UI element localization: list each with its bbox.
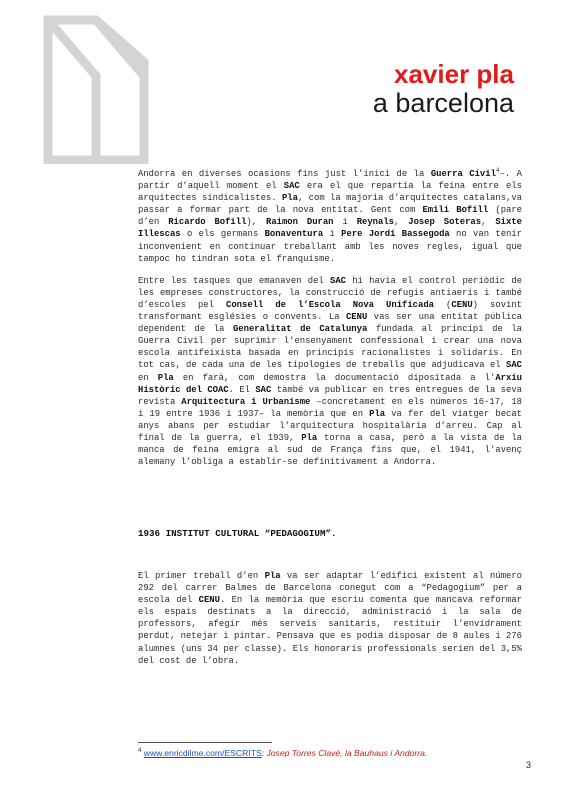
bold-term: CENU xyxy=(451,299,473,310)
text-run: en farà, com demostra la documentació dipositada a l’ xyxy=(173,372,496,383)
bold-term: Emili Bofill xyxy=(422,205,489,216)
text-run: . En la memòria que escriu comenta que mancava reformar els espais destinats a la direcció, administració i la sala de professors, afegir més serveis sanitaris, restituir l’envidrament perdut, netejar i pintar. Pensava que es podia disposar de 8 aules i 276 alumnes (uns 34 per classe). Els honoraris professionals serien del 3,5% del cost de l’obra. xyxy=(138,595,522,666)
bold-term: Raimon Duran xyxy=(266,217,334,228)
text-run: va ser adaptar l’edifici existent al número 292 del carrer Balmes de Barcelona conegut com a “Pedagogium” per a escola del xyxy=(138,571,522,606)
body-text-2 xyxy=(138,570,522,677)
footnote-separator: : xyxy=(261,748,265,758)
text-run: , xyxy=(393,217,409,228)
bold-term: Arxiu Històric del COAC xyxy=(138,372,522,395)
bold-term: CENU xyxy=(198,595,220,606)
body-text xyxy=(138,168,522,478)
text-run: o els germans xyxy=(180,229,265,240)
bold-term: Pla xyxy=(264,571,281,581)
bold-term: SAC xyxy=(283,181,300,192)
footnote-text: Josep Torres Clavé, la Bauhaus i Andorra. xyxy=(266,748,428,758)
text-run: . El xyxy=(228,384,256,395)
bold-term: Arquitectura i Urbanisme xyxy=(181,396,311,407)
text-run: –. A partir d’aquell moment el xyxy=(138,169,522,192)
bold-term: Pla xyxy=(301,432,318,443)
bold-term: Sixte Illescas xyxy=(138,217,522,240)
bold-term: Reynals xyxy=(356,217,394,228)
paragraph-3 xyxy=(138,570,522,667)
bold-term: Guerra Civil xyxy=(430,169,496,179)
text-run: (pare d’en xyxy=(138,205,522,228)
bold-term: Pere Jordi Bassegoda xyxy=(341,229,450,240)
bold-term: CENU xyxy=(345,312,368,323)
text-run: Andorra en diverses ocasions fins just l’inici de la xyxy=(138,169,431,179)
text-run: era el que repartia la feina entre els arquitectes sindicalistes. xyxy=(138,181,522,204)
text-run: no van tenir inconvenient en continuar treballant amb les noves regles, igual que tampoc ho tindran sota el franquisme. xyxy=(138,229,522,264)
text-run: Entre les tasques que emanaven del xyxy=(138,275,330,286)
text-run: , xyxy=(481,217,496,228)
bold-term: Generalitat de Catalunya xyxy=(232,324,368,335)
text-run: El primer treball d’en xyxy=(138,571,265,581)
text-run: –concretament en els números 16-17, 18 i 19 entre 1936 i 1937– la memòria que en xyxy=(138,396,522,419)
text-run: fundada al principi de la Guerra Civil per suprimir l’ensenyament confessional i crear una nova escola antifeixista basada en principis racionalistes i solidaris. En tot cas, de cada una de les tipologies de treballs que adjudicava el xyxy=(138,324,523,371)
footnote xyxy=(138,748,427,758)
brand-name: xavier pla xyxy=(394,59,514,89)
bold-term: Pla xyxy=(369,408,386,419)
bold-term: Bonaventura xyxy=(264,229,324,240)
text-run: torna a casa, però a la vista de la manca de feina emigra al sud de França fins que, el 1941, l’avenç alemany l’obliga a establir-se definitivament a Andorra. xyxy=(138,432,522,468)
text-run: ), xyxy=(246,217,266,228)
text-run: en xyxy=(138,372,158,383)
paragraph-2 xyxy=(138,275,522,469)
bold-term: Pla xyxy=(281,193,298,204)
brand-block xyxy=(373,60,514,118)
bold-term: Pla xyxy=(157,372,174,383)
text-run: hi havia el control periòdic de les empreses constructores, la construcció de refugis antiaeris i també d’escoles pel xyxy=(138,275,522,310)
text-run: ) sovint transformant esglésies o convents. La xyxy=(138,299,522,323)
text-run: i xyxy=(333,217,357,228)
page-number: 3 xyxy=(526,760,532,770)
text-run: i xyxy=(323,229,342,240)
text-run: va fer del viatger becat anys abans per estudiar l’arquitectura hospitalària d’arreu. Cap al final de la guerra, el 1939, xyxy=(138,408,522,443)
text-run: , com la majoria d’arquitectes catalans,va passar a formar part de la nova entitat. Gent com xyxy=(138,193,522,216)
bold-term: SAC xyxy=(330,275,346,286)
text-run: també va publicar en tres entregues de la seva revista xyxy=(138,384,522,407)
footnote-number: 4 xyxy=(138,748,142,755)
bold-term: SAC xyxy=(255,384,272,395)
bold-term: Consell de l’Escola Nova Unificada xyxy=(226,299,434,310)
footnote-ref[interactable]: 4 xyxy=(495,167,500,175)
brand-city: a barcelona xyxy=(372,88,514,118)
logo-icon xyxy=(40,14,152,164)
paragraph-1 xyxy=(138,168,522,265)
footnote-link[interactable]: www.enricdilme.com/ESCRITS xyxy=(143,748,262,758)
section-heading: 1936 INSTITUT CULTURAL “PEDAGOGIUM”. xyxy=(138,528,337,539)
text-run: vas ser una entitat pública dependent de la xyxy=(138,312,523,335)
bold-term: Ricardo Bofill xyxy=(168,217,247,228)
bold-term: SAC xyxy=(506,360,522,371)
bold-term: Josep Soteras xyxy=(408,217,482,228)
text-run: ( xyxy=(433,299,452,310)
footnote-divider xyxy=(138,742,272,743)
